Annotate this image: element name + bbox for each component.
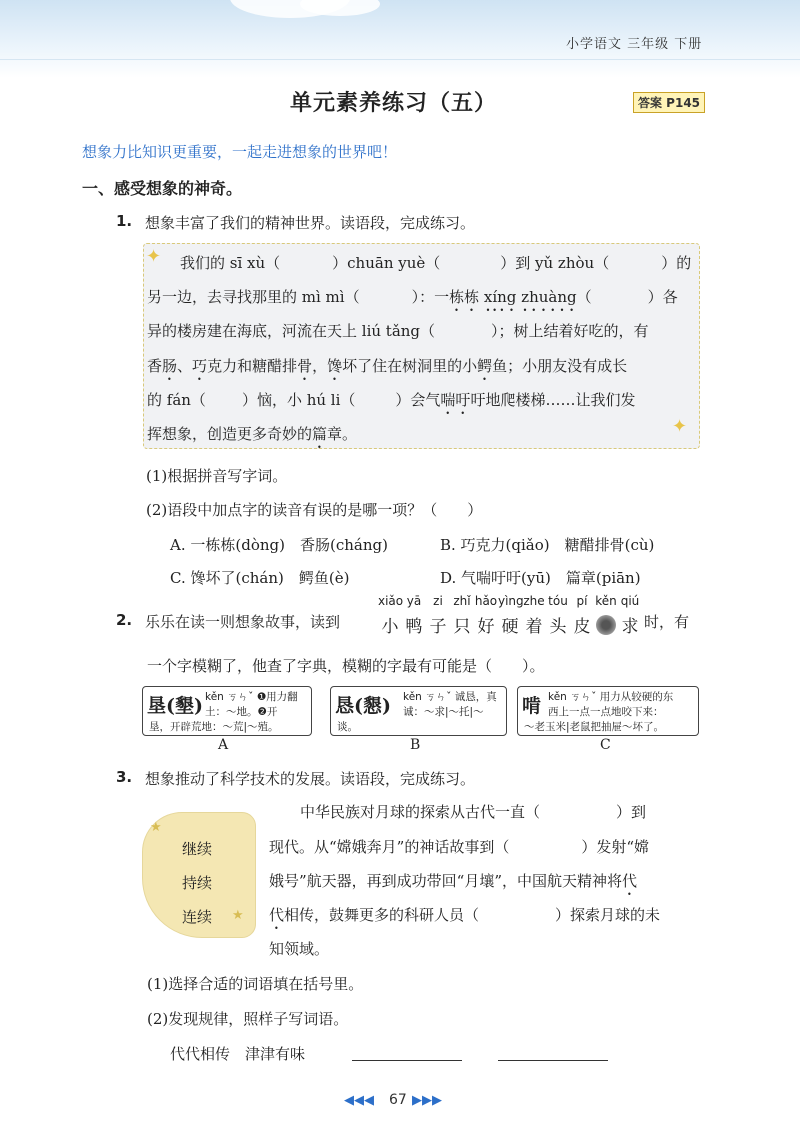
entry-definition: 西上一点一点地咬下来： [548, 706, 664, 718]
prev-arrows-icon: ◀◀◀ [344, 1093, 374, 1108]
word-bank-item: 持续 [182, 874, 213, 892]
blurred-character [596, 615, 616, 635]
entry-definition: 诚：～求|～托|～ [403, 706, 484, 718]
question-number: 2. [116, 611, 133, 629]
question-text: 想象丰富了我们的精神世界。读语段，完成练习。 [145, 214, 476, 232]
passage-line: 另一边，去寻找那里的 mì mì（ ）：一栋栋 xíng zhuàng（ ）各 [147, 288, 678, 306]
sparkle-icon: ✦ [146, 246, 162, 267]
section-heading: 一、感受想象的神奇。 [82, 179, 243, 198]
entry-definition: kěn ㄎㄣˇ 诚恳，真 [403, 691, 497, 703]
question-number: 3. [116, 768, 133, 786]
sub-question: (2)发现规律，照样子写词语。 [147, 1010, 349, 1028]
entry-headword: 恳(懇) [335, 695, 391, 717]
page-title: 单元素养练习（五） [290, 91, 498, 116]
page-number: 67 [389, 1092, 407, 1108]
entry-definition: kěn ㄎㄣˇ 用力从较硬的东 [548, 691, 674, 703]
question-number: 1. [116, 212, 133, 230]
passage-line: 香肠、巧克力和糖醋排骨，馋坏了住在树洞里的小鳄鱼；小朋友没有成长 [147, 357, 628, 375]
option-d: D. 气喘吁吁(yū) 篇章(piān) [440, 569, 641, 587]
next-arrows-icon: ▶▶▶ [412, 1093, 442, 1108]
entry-definition: 垦，开辟荒地：～荒|～殖。 [149, 721, 279, 733]
passage-line: 中华民族对月球的探索从古代一直（ ）到 [300, 803, 647, 821]
pinyin-sentence: xiǎo yā zi zhǐ hǎo yìng zhe tóu pí kěn qiú 小 鸭 子 只 好 硬 着 头 皮 求 [378, 594, 640, 637]
intro-text: 想象力比知识更重要，一起走进想象的世界吧！ [82, 143, 398, 161]
example-words: 代代相传 津津有味 [170, 1045, 306, 1063]
option-c: C. 馋坏了(chán) 鳄鱼(è) [170, 569, 350, 587]
entry-headword: 垦(墾) [147, 695, 203, 717]
entry-definition: 土：～地。❷开 [205, 706, 278, 718]
entry-label: A [218, 737, 229, 753]
option-a: A. 一栋栋(dòng) 香肠(cháng) [170, 536, 388, 554]
question-text: 一个字模糊了，他查了字典，模糊的字最有可能是（ ）。 [147, 657, 545, 675]
passage-line: 代相传，鼓舞更多的科研人员（ ）探索月球的未 [269, 906, 661, 924]
star-icon: ★ [150, 820, 162, 835]
passage-line: 现代。从“嫦娥奔月”的神话故事到（ ）发射“嫦 [269, 838, 650, 856]
entry-label: B [410, 737, 421, 753]
word-bank-item: 继续 [182, 840, 213, 858]
passage-line: 我们的 sī xù（ ）chuān yuè（ ）到 yǔ zhòu（ ）的 [180, 254, 692, 272]
dictionary-entry-a [142, 686, 312, 736]
answer-page-badge: 答案 P145 [633, 92, 705, 113]
entry-definition: kěn ㄎㄣˇ ❶用力翻 [205, 691, 298, 703]
entry-definition: ～老玉米|老鼠把抽屉～坏了。 [524, 721, 665, 733]
passage-line: 娥号”航天器，再到成功带回“月壤”，中国航天精神将代 [269, 872, 638, 890]
question-text: 乐乐在读一则想象故事，读到 [145, 613, 341, 631]
option-b: B. 巧克力(qiǎo) 糖醋排骨(cù) [440, 536, 655, 554]
entry-definition: 谈。 [337, 721, 358, 733]
answer-blank[interactable] [498, 1060, 608, 1061]
question-text-end: 时，有 [644, 613, 690, 631]
passage-line: 知领域。 [269, 940, 330, 958]
dictionary-entry-b [330, 686, 507, 736]
sub-question: (1)根据拼音写字词。 [146, 467, 288, 485]
question-text: 想象推动了科学技术的发展。读语段，完成练习。 [145, 770, 476, 788]
subject-header: 小学语文 三年级 下册 [566, 37, 703, 52]
answer-blank[interactable] [352, 1060, 462, 1061]
sparkle-icon: ✦ [672, 416, 688, 437]
passage-line: 挥想象，创造更多奇妙的篇章。 [147, 425, 358, 443]
entry-headword: 啃 [522, 695, 542, 717]
sub-question: (1)选择合适的词语填在括号里。 [147, 975, 364, 993]
reading-passage-box [143, 243, 700, 449]
entry-label: C [600, 737, 611, 753]
star-icon: ★ [232, 908, 244, 923]
passage-line: 的 fán（ ）恼，小 hú li（ ）会气喘吁吁地爬楼梯……让我们发 [147, 391, 636, 409]
word-bank-item: 连续 [182, 908, 213, 926]
header-divider [0, 59, 800, 60]
sub-question: (2)语段中加点字的读音有误的是哪一项？（ ） [146, 501, 483, 519]
passage-line: 异的楼房建在海底，河流在天上 liú tǎng（ ）；树上结着好吃的，有 [147, 322, 649, 340]
dictionary-entry-c [517, 686, 699, 736]
